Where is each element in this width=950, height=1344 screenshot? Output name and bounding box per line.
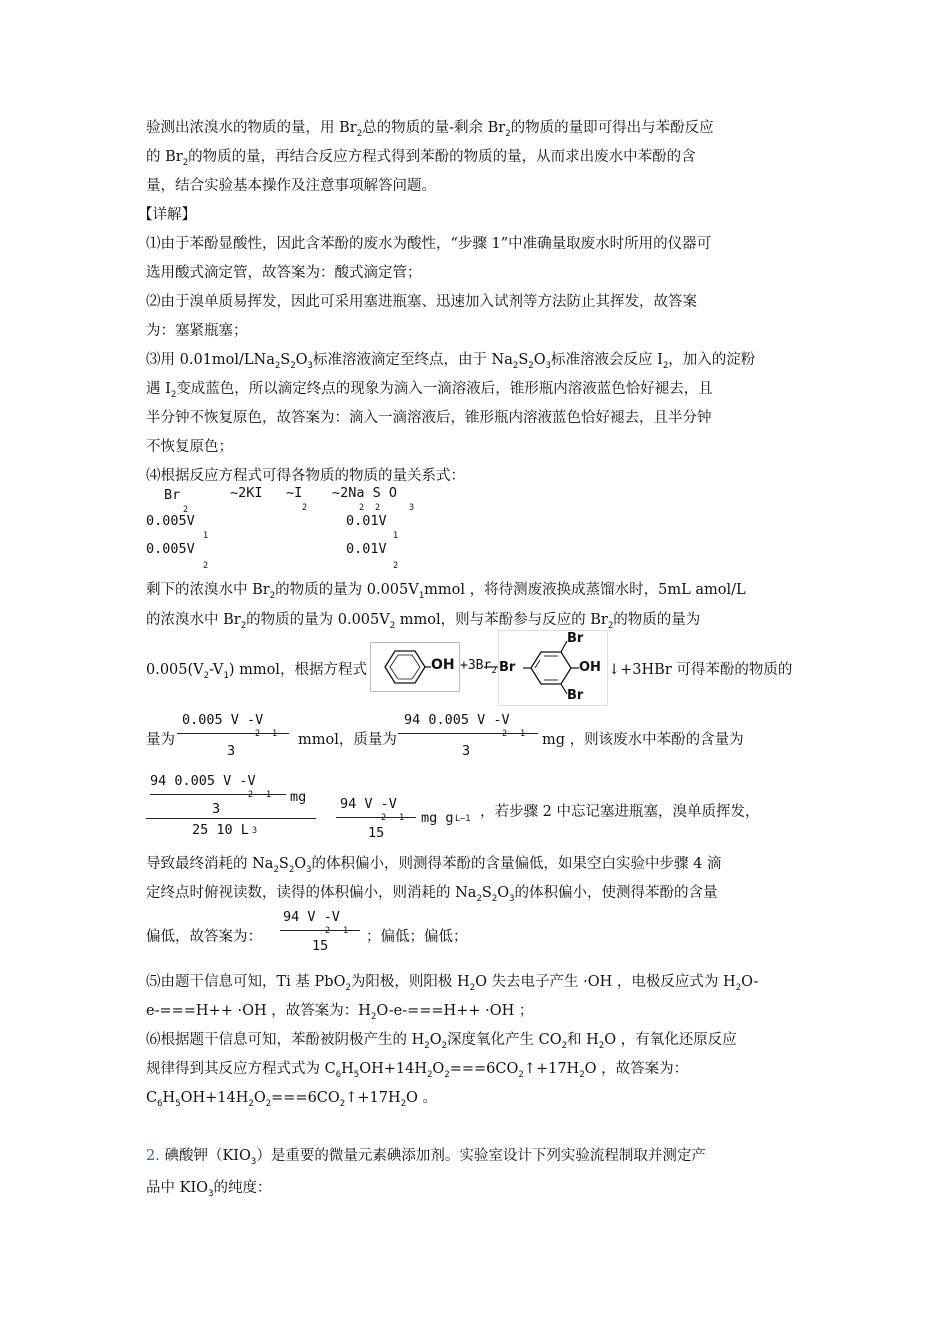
frac-sub: 2 xyxy=(381,813,387,823)
plus-3br2: $+3Br_2$ xyxy=(460,658,497,676)
frac-sub: 2 xyxy=(502,729,508,739)
frac-sub: 2 xyxy=(325,926,331,936)
phenol-structure xyxy=(370,642,460,692)
relation-sub: 2 xyxy=(359,503,365,513)
q4-line-5-mid: mmol，质量为 xyxy=(298,732,397,748)
frac-sub: 1 xyxy=(272,729,278,739)
br-label-left: Br xyxy=(499,660,516,675)
relation-sub: 2 xyxy=(375,503,381,513)
frac2-denominator: 3 xyxy=(462,743,471,759)
q4-line-2: 剩下的浓溴水中 $Br_2$的物质的量为 $0.005V_1mmol$ ，将待测废液换成蒸馏水时，5mL amol/L xyxy=(146,582,746,601)
relation-sub: 2 xyxy=(183,505,189,515)
problem-number: 2. xyxy=(146,1148,160,1164)
fraction-bar-main xyxy=(146,818,316,819)
precipitate-arrow-icon: ↓ xyxy=(608,662,621,678)
q6-line-2: 规律得到其反应方程式式为 $C_6H_5OH+14H_2O_2===6CO_2↑+17H_2O$ ，故答案为： xyxy=(146,1061,689,1080)
oh-label: OH xyxy=(579,660,601,675)
q3-line-3: 半分钟不恢复原色，故答案为：滴入一滴溶液后，锥形瓶内溶液蓝色恰好褪去，且半分钟 xyxy=(146,410,712,426)
phenol-oh-label: OH xyxy=(431,657,455,673)
br-label-top: Br xyxy=(567,631,584,646)
frac2-numerator: 94 0.005 V -V xyxy=(404,712,510,728)
frac-sub: 1 xyxy=(520,729,526,739)
problem2-line-2: 品中 $KIO_3$的纯度： xyxy=(146,1180,272,1199)
tribromophenol-structure xyxy=(498,630,608,706)
q1-line-1: ⑴由于苯酚显酸性，因此含苯酚的废水为酸性，“步骤 1”中准确量取废水时所用的仪器可 xyxy=(146,236,712,252)
relation-v2-a: 0.005V xyxy=(146,541,195,557)
q1-line-2: 选用酸式滴定管，故答案为：酸式滴定管； xyxy=(146,265,422,281)
relation-v1-b: 0.01V xyxy=(346,513,387,529)
relation-v1-a: 0.005V xyxy=(146,513,195,529)
frac-sub: 2 xyxy=(255,729,261,739)
analysis-line-1: 验测出浓溴水的物质的量，用 $Br_2$总的物质的量-剩余 $Br_2$的物质的量即可得出与苯酚反应 xyxy=(146,120,714,139)
relation-v2-b: 0.01V xyxy=(346,541,387,557)
detail-heading: 【详解】 xyxy=(138,207,196,223)
problem2-line-1: 2. 碘酸钾$(KIO_3)$是重要的微量元素碘添加剂。实验室设计下列实验流程制取并测定产 xyxy=(146,1148,706,1167)
frac-sub: 1 xyxy=(343,926,349,936)
frac4-denominator: 15 xyxy=(312,938,329,954)
bigfrac-denominator: 25 10 L xyxy=(192,822,249,838)
frac-sub: 2 xyxy=(248,790,254,800)
relation-sub: 2 xyxy=(302,503,308,513)
frac1-numerator: 0.005 V -V xyxy=(182,712,264,728)
frac-sub: 1 xyxy=(266,790,272,800)
analysis-line-3: 量，结合实验基本操作及注意事项解答问题。 xyxy=(146,178,436,194)
q5-line-1: ⑸由题干信息可知，Ti 基 PbO$_2$为阳极，则阳极 $H_2O$ 失去电子产生 ·OH ，电极反应式为 $H_2O-$ xyxy=(146,974,759,993)
frac1-denominator: 3 xyxy=(227,743,236,759)
frac3-unit: mg g xyxy=(421,810,454,826)
relation-i2: ~I xyxy=(286,485,303,501)
relation-sub: 2 xyxy=(203,561,209,571)
relation-br2: Br xyxy=(164,487,181,503)
frac3-superscript: L−1 xyxy=(455,814,471,824)
frac3-denominator: 15 xyxy=(368,825,385,841)
bigfrac-mg: mg xyxy=(290,789,307,805)
q2-line-2: 为：塞紧瓶塞； xyxy=(146,323,248,339)
bigfrac-numerator: 94 0.005 V -V xyxy=(150,773,256,789)
br-label-bottom: Br xyxy=(567,688,584,703)
q4-line-8: 定终点时俯视读数，读得的体积偏小，则消耗的 $Na_2S_2O_3$的体积偏小，使测得苯酚的含量 xyxy=(146,885,718,904)
relation-sub: 2 xyxy=(393,561,399,571)
frac4-numerator: 94 V -V xyxy=(283,909,340,925)
frac3-numerator: 94 V -V xyxy=(340,796,397,812)
q6-line-1: ⑹根据题干信息可知，苯酚被阴极产生的 $H_2O_2$深度氧化产生 $CO_2$和 $H_2O$ ，有氧化还原反应 xyxy=(146,1032,737,1051)
q3-line-4: 不恢复原色； xyxy=(146,439,233,455)
q3-line-1: ⑶用 $0.01mol/LNa_2S_2O_3$标准溶液滴定至终点，由于 $Na_2S_2O_3$标准溶液会反应 $I_2$，加入的淀粉 xyxy=(146,352,756,371)
q4-line-7: 导致最终消耗的 $Na_2S_2O_3$的体积偏小，则测得苯酚的含量偏低，如果空白实验中步骤 4 滴 xyxy=(146,856,722,875)
relation-sub: 3 xyxy=(409,503,415,513)
q2-line-1: ⑵由于溴单质易挥发，因此可采用塞进瓶塞、迅速加入试剂等方法防止其挥发，故答案 xyxy=(146,294,697,310)
q4-line-9-suffix: ；偏低；偏低； xyxy=(366,929,468,945)
frac-sub: 3 xyxy=(252,826,258,836)
relation-na2s2o3: ~2Na S O xyxy=(332,485,398,501)
q6-line-3: $C_6H_5OH+14H_2O_2===6CO_2↑+17H_2O$ 。 xyxy=(146,1090,438,1109)
relation-sub: 1 xyxy=(393,531,399,541)
q4-line-3: 的浓溴水中 $Br_2$的物质的量为 $0.005V_2$ mmol，则与苯酚参与反应的 $Br_2$的物质的量为 xyxy=(146,612,701,631)
q4-line-1: ⑷根据反应方程式可得各物质的物质的量关系式： xyxy=(146,468,465,484)
q4-line-5-suffix: mg ，则该废水中苯酚的含量为 xyxy=(542,732,744,748)
fraction-bar xyxy=(398,733,538,734)
q4-line-6: ，若步骤 2 中忘记塞进瓶塞，溴单质挥发， xyxy=(480,804,760,820)
analysis-line-2: 的 $Br_2$的物质的量，再结合反应方程式得到苯酚的物质的量，从而求出废水中苯酚的含 xyxy=(146,149,696,168)
q4-line-4: $0.005(V_2-V_1)$ mmol，根据方程式 xyxy=(146,662,367,681)
frac-sub: 1 xyxy=(399,813,405,823)
q4-line-9-prefix: 偏低，故答案为： xyxy=(146,929,262,945)
relation-ki: ~2KI xyxy=(230,485,263,501)
q5-line-2: e-===H++ ·OH ，故答案为：$H_2O-e-===H++ \cdot OH$ ； xyxy=(146,1003,534,1022)
reaction-tail: ↓+3HBr 可得苯酚的物质的 xyxy=(608,662,793,678)
bigfrac-mid: 3 xyxy=(212,801,221,817)
q4-line-5-prefix: 量为 xyxy=(146,732,175,748)
relation-sub: 1 xyxy=(203,531,209,541)
q3-line-2: 遇 $I_2$变成蓝色，所以滴定终点的现象为滴入一滴溶液后，锥形瓶内溶液蓝色恰好褪去，且 xyxy=(146,381,713,400)
